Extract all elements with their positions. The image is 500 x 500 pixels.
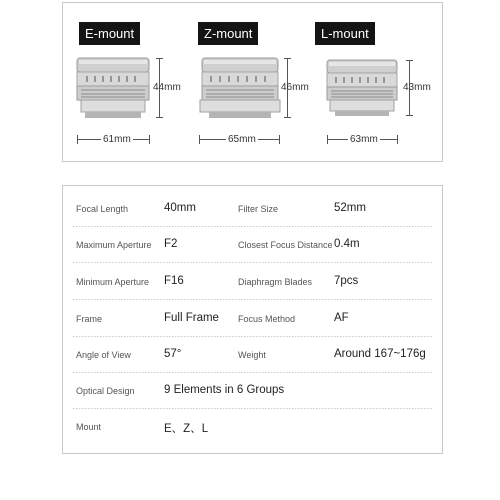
spec-row-mount [63,409,442,445]
diameter-label: 63mm [350,134,378,145]
diameter-tick [397,135,398,144]
diameter-tick [199,135,200,144]
height-label: 44mm [153,82,181,93]
spec-row-frame [63,301,442,337]
row-divider [73,262,432,263]
height-tick [156,58,163,59]
height-tick [284,117,291,118]
mount-label: Z-mount [198,22,258,45]
diameter-tick [77,135,78,144]
spec-row-aperture-min [63,264,442,300]
mount-e [67,3,191,163]
mount-l [321,3,443,163]
lens-image [75,56,151,120]
diameter-label: 61mm [103,134,131,145]
mount-z [195,3,319,163]
height-tick [406,60,413,61]
height-tick [406,115,413,116]
spec-table [62,185,443,454]
diameter-tick [149,135,150,144]
lens-dimensions-panel [62,2,443,162]
spec-label: Focal Length [76,204,129,214]
spec-row-angle-of-view [63,337,442,373]
spec-label: Optical Design [76,386,135,396]
spec-value: 0.4m [334,238,360,250]
spec-label: Angle of View [76,350,131,360]
row-divider [73,299,432,300]
spec-value: Full Frame [164,312,219,324]
spec-value: E、Z、L [164,423,209,435]
spec-label: Maximum Aperture [76,240,152,250]
spec-value: F16 [164,275,184,287]
spec-value: 7pcs [334,275,359,287]
spec-label: Frame [76,314,103,324]
spec-label: Weight [238,350,266,360]
height-label: 43mm [403,82,431,93]
spec-value: 52mm [334,202,366,214]
spec-row-focal-length [63,191,442,227]
spec-row-optical-design [63,373,442,409]
diameter-tick [327,135,328,144]
lens-image [199,56,281,120]
spec-value: AF [334,312,349,324]
height-tick [156,117,163,118]
diameter-label: 65mm [228,134,256,145]
diameter-tick [279,135,280,144]
spec-value: F2 [164,238,178,250]
spec-label: Filter Size [238,204,279,214]
spec-row-aperture-max [63,227,442,263]
spec-value: 9 Elements in 6 Groups [164,384,285,396]
mount-label: E-mount [79,22,140,45]
spec-value: Around 167~176g [334,348,426,360]
spec-label: Mount [76,422,102,432]
spec-label: Diaphragm Blades [238,277,313,287]
spec-value: 40mm [164,202,196,214]
height-tick [284,58,291,59]
mount-label: L-mount [315,22,375,45]
spec-label: Minimum Aperture [76,277,150,287]
spec-value: 57° [164,348,182,360]
spec-label: Focus Method [238,314,296,324]
height-label: 46mm [281,82,309,93]
lens-image [325,58,399,118]
spec-label: Closest Focus Distance [238,240,333,250]
